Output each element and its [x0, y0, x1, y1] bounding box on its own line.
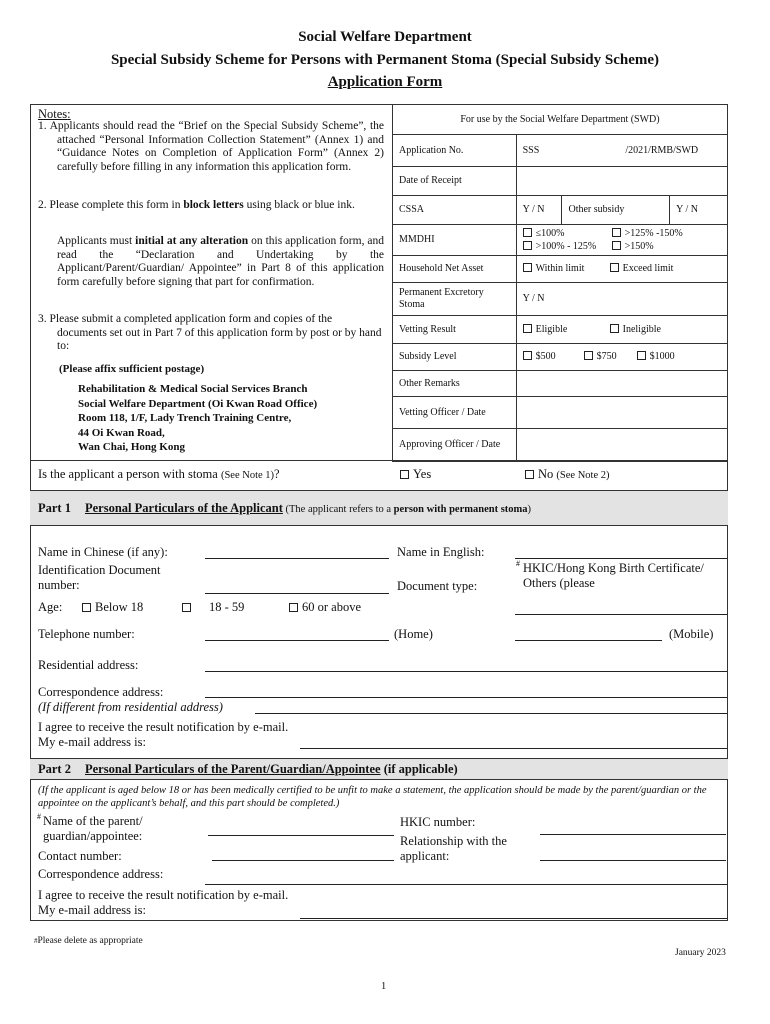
doc-type-other-input[interactable] [515, 614, 727, 615]
notes-heading: Notes: [38, 107, 71, 121]
s500-cb[interactable] [523, 351, 532, 360]
email-input-2[interactable] [300, 918, 727, 919]
hkic-no-label: HKIC number: [400, 815, 476, 829]
corr-addr-label: Correspondence address: [38, 685, 164, 699]
cssa-label: CSSA [393, 196, 517, 225]
vetting-label: Vetting Result [393, 316, 517, 344]
swd-title: For use by the Social Welfare Department (SWD) [393, 105, 728, 135]
note-2: 2. Please complete this form in block letters using black or blue ink. [38, 199, 355, 211]
hna-label: Household Net Asset [393, 256, 517, 283]
tel-home-label: (Home) [394, 627, 433, 641]
other-subsidy-yn[interactable]: Y / N [670, 196, 728, 225]
page-number: 1 [381, 981, 387, 992]
name-en-label: Name in English: [397, 545, 485, 559]
corr-addr-input-2[interactable] [255, 713, 727, 714]
doc-type-options: HKIC/Hong Kong Birth Certificate/ Others (please [523, 561, 704, 590]
subsidy-level-label: Subsidy Level [393, 344, 517, 371]
doc-type-label: Document type: [397, 579, 478, 593]
hkic-no-input[interactable] [540, 834, 726, 835]
mmdhi-cb-2[interactable] [612, 228, 621, 237]
corr-addr-input[interactable] [205, 697, 727, 698]
mmdhi-cb-1[interactable] [523, 228, 532, 237]
parent-name-input[interactable] [208, 835, 394, 836]
part1-heading: Part 1 Personal Particulars of the Applicant (The applicant refers to a person with permanent stoma) [38, 501, 532, 515]
tel-mobile-input[interactable] [515, 640, 662, 641]
age-18-59-checkbox[interactable] [182, 603, 191, 612]
stoma-no[interactable]: No (See Note 2) [525, 467, 609, 482]
name-cn-label: Name in Chinese (if any): [38, 545, 168, 559]
date-receipt-label: Date of Receipt [393, 167, 517, 196]
scheme-title: Special Subsidy Scheme for Persons with Permanent Stoma (Special Subsidy Scheme) [110, 52, 660, 68]
vetting-officer-label: Vetting Officer / Date [393, 397, 517, 429]
age-below18-checkbox[interactable] [82, 603, 91, 612]
parent-name-label: Name of the parent/ guardian/appointee: [43, 814, 143, 843]
app-no-field[interactable]: SSS /2021/RMB/SWD [516, 135, 727, 167]
mailing-address: Rehabilitation & Medical Social Services Branch Social Welfare Department (Oi Kwan Road Office) Room 118, 1/F, Lady Trench Training Centre, 44 Oi Kwan Road, Wan Chai, Hong Kong [78, 383, 318, 453]
doc-type-hash: # [516, 559, 520, 568]
corr-addr-note: (If different from residential address) [38, 700, 223, 714]
age-60-checkbox[interactable] [289, 603, 298, 612]
dept-title: Social Welfare Department [298, 29, 472, 45]
cssa-yn[interactable]: Y / N [516, 196, 562, 225]
within-limit-cb[interactable] [523, 263, 532, 272]
age-18-59[interactable]: 18 - 59 [182, 600, 244, 615]
id-doc-label: Identification Document number: [38, 563, 161, 592]
divider-stoma-top [30, 460, 728, 461]
subsidy-level-options: $500 $750 $1000 [516, 344, 727, 371]
other-remarks-label: Other Remarks [393, 371, 517, 397]
mmdhi-cb-3[interactable] [523, 241, 532, 250]
stoma-yes[interactable]: Yes [400, 467, 431, 482]
vetting-options: Eligible Ineligible [516, 316, 727, 344]
date-receipt-field[interactable] [516, 167, 727, 196]
age-label: Age: [38, 600, 63, 614]
res-addr-label: Residential address: [38, 658, 139, 672]
form-title: Application Form [327, 74, 443, 90]
mmdhi-cb-4[interactable] [612, 241, 621, 250]
contact-label: Contact number: [38, 849, 122, 863]
age-below18[interactable]: Below 18 [82, 600, 143, 615]
email-agree-1: I agree to receive the result notification by e-mail. My e-mail address is: [38, 720, 289, 749]
pes-label: Permanent Excretory Stoma [393, 283, 517, 316]
hna-options: Within limit Exceed limit [516, 256, 727, 283]
part2-corr-addr-label: Correspondence address: [38, 867, 164, 881]
relationship-label: Relationship with the applicant: [400, 834, 507, 863]
res-addr-input[interactable] [205, 671, 727, 672]
email-agree-2: I agree to receive the result notification by e-mail. My e-mail address is: [38, 888, 289, 917]
ineligible-cb[interactable] [610, 324, 619, 333]
approving-officer-field[interactable] [516, 429, 727, 462]
part2-corr-addr-input[interactable] [205, 884, 727, 885]
name-en-input[interactable] [515, 558, 727, 559]
contact-input[interactable] [212, 860, 394, 861]
stoma-yes-checkbox[interactable] [400, 470, 409, 479]
age-60[interactable]: 60 or above [289, 600, 361, 615]
tel-label: Telephone number: [38, 627, 135, 641]
stoma-no-checkbox[interactable] [525, 470, 534, 479]
eligible-cb[interactable] [523, 324, 532, 333]
note-1: 1. Applicants should read the “Brief on the Special Subsidy Scheme”, the attached “Personal Information Collection Statement” (Annex 1) and “Guidance Notes on Completion of Application Form” (Annex 2) carefully before filling in any information this application form. [38, 120, 384, 173]
note-initial: Applicants must initial at any alteration on this application form, and read the “Declaration and Undertaking by the Applicant/Parent/Guardian/ Appointee” in Part 8 of this application form carefully before signing that part for confirmation. [57, 235, 385, 288]
tel-home-input[interactable] [205, 640, 389, 641]
email-input-1[interactable] [300, 748, 727, 749]
vetting-officer-field[interactable] [516, 397, 727, 429]
postage-note: (Please affix sufficient postage) [59, 363, 205, 375]
mmdhi-options: ≤100% >125% -150% >100% - 125% >150% [516, 225, 727, 256]
app-no-label: Application No. [393, 135, 517, 167]
part2-note: (If the applicant is aged below 18 or has been medically certified to be unfit to make a statement, the application should be made by the parent/guardian or the appointee on the applicant’s behalf, and this part should be completed.) [38, 785, 707, 809]
id-doc-input[interactable] [205, 593, 389, 594]
mmdhi-label: MMDHI [393, 225, 517, 256]
note-3: 3. Please submit a completed application form and copies of the documents set out in Part 7 of this application form by post or by hand to: [38, 313, 382, 352]
exceed-limit-cb[interactable] [610, 263, 619, 272]
other-remarks-field[interactable] [516, 371, 727, 397]
part2-heading: Part 2 Personal Particulars of the Parent/Guardian/Appointee (if applicable) [38, 762, 458, 776]
stoma-question: Is the applicant a person with stoma (See Note 1)? [38, 467, 280, 481]
approving-officer-label: Approving Officer / Date [393, 429, 517, 462]
name-cn-input[interactable] [205, 558, 389, 559]
delete-note: #Please delete as appropriate [34, 936, 143, 946]
footer-date: January 2023 [675, 948, 726, 958]
s750-cb[interactable] [584, 351, 593, 360]
swd-use-table [392, 104, 728, 462]
other-subsidy-label: Other subsidy [562, 196, 670, 225]
tel-mobile-label: (Mobile) [669, 627, 714, 641]
pes-yn[interactable]: Y / N [516, 283, 727, 316]
relationship-input[interactable] [540, 860, 726, 861]
s1000-cb[interactable] [637, 351, 646, 360]
parent-name-hash: # [37, 812, 41, 821]
